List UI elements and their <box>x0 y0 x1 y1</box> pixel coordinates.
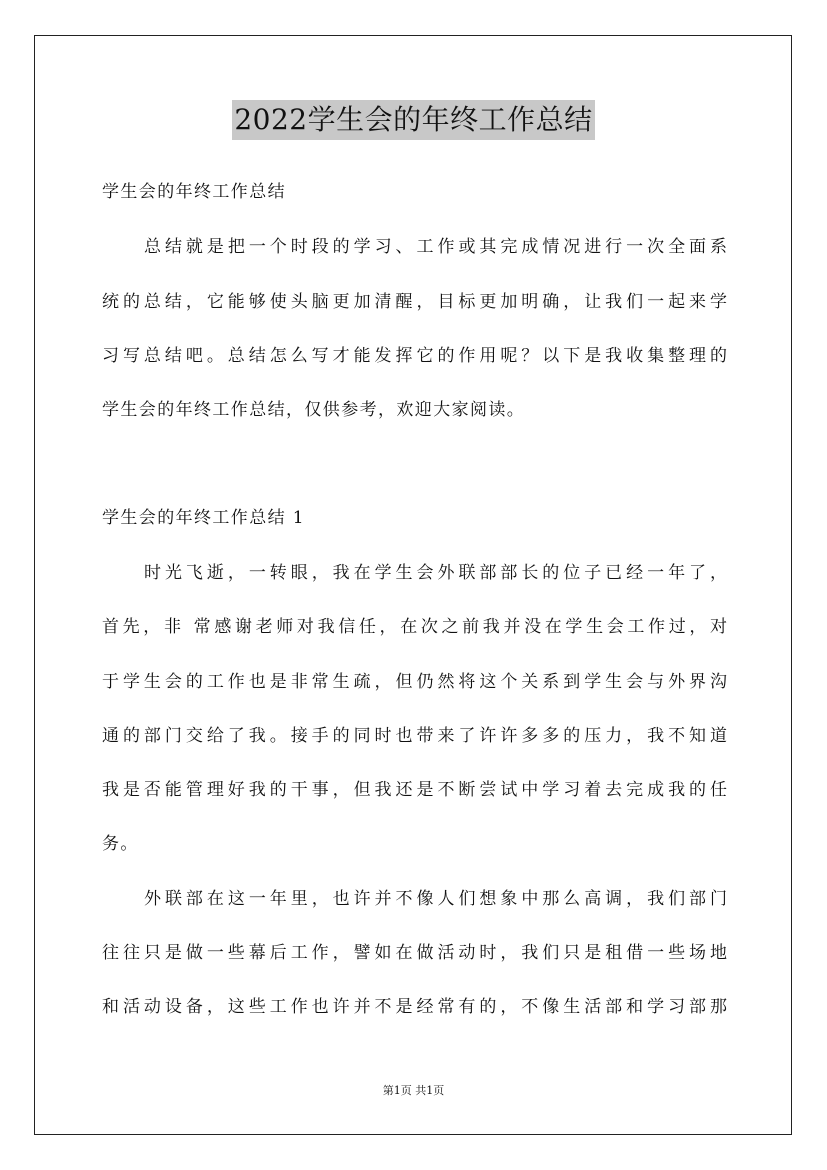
paragraph-line: 外联部在这一年里，也许并不像人们想象中那么高调，我们部门 <box>144 889 727 909</box>
document-title: 2022学生会的年终工作总结 <box>232 100 594 140</box>
subheading: 学生会的年终工作总结 1 <box>102 508 306 528</box>
paragraph-line: 总结就是把一个时段的学习、工作或其完成情况进行一次全面系 <box>144 237 727 257</box>
paragraph-line: 于学生会的工作也是非常生疏，但仍然将这个关系到学生会与外界沟 <box>102 672 727 692</box>
paragraph-line: 我是否能管理好我的干事，但我还是不断尝试中学习着去完成我的任 <box>102 780 727 800</box>
paragraph-line: 习写总结吧。总结怎么写才能发挥它的作用呢？以下是我收集整理的 <box>102 346 727 366</box>
paragraph-line: 和活动设备，这些工作也许并不是经常有的，不像生活部和学习部那 <box>102 997 727 1017</box>
paragraph-line: 往往只是做一些幕后工作，譬如在做活动时，我们只是租借一些场地 <box>102 943 727 963</box>
paragraph-line: 通的部门交给了我。接手的同时也带来了许许多多的压力，我不知道 <box>102 726 727 746</box>
paragraph-line: 务。 <box>102 834 139 854</box>
paragraph-line: 首先，非 常感谢老师对我信任，在次之前我并没在学生会工作过，对 <box>102 617 727 637</box>
paragraph-line: 学生会的年终工作总结，仅供参考，欢迎大家阅读。 <box>102 400 526 420</box>
subheading: 学生会的年终工作总结 <box>102 182 286 202</box>
paragraph-line: 统的总结，它能够使头脑更加清醒，目标更加明确，让我们一起来学 <box>102 292 727 312</box>
paragraph-line: 时光飞逝，一转眼，我在学生会外联部部长的位子已经一年了， <box>144 563 727 583</box>
title-container <box>0 100 827 140</box>
page-footer: 第1页 共1页 <box>382 1084 445 1097</box>
